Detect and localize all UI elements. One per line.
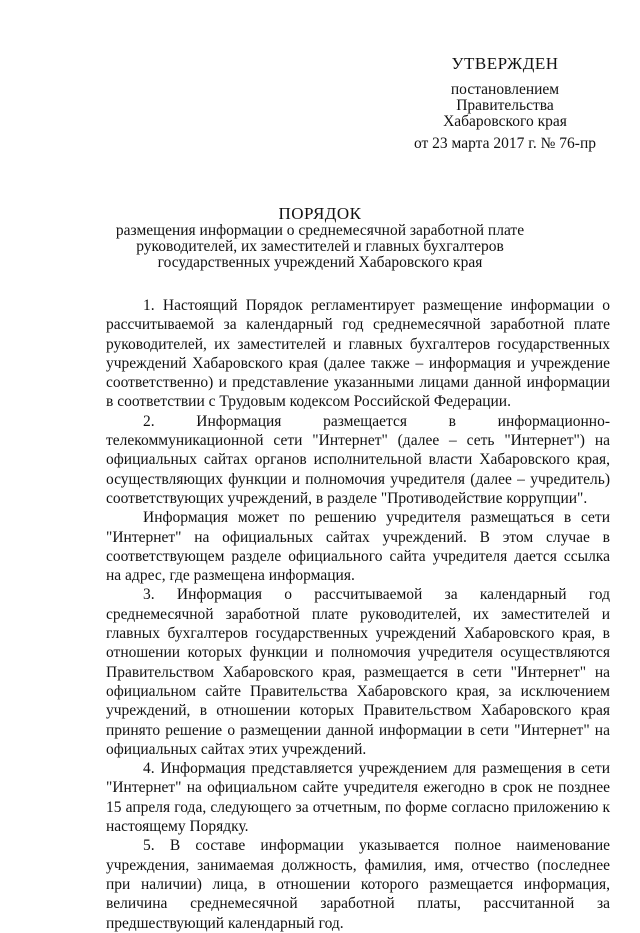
approval-block <box>405 56 605 152</box>
paragraph-5: 5. В составе информации указывается полное наименование учреждения, занимаемая должность, фамилия, имя, отчество (последнее при наличии) лица, в отношении которого размещается информация, величина среднемесячной заработной платы, рассчитанной за предшествующий календарный год. <box>106 837 610 932</box>
document-title: ПОРЯДОК <box>278 204 362 223</box>
paragraph-1: 1. Настоящий Порядок регламентирует размещение информации о рассчитываемой за календарный год среднемесячной заработной плате руководителей, их заместителей и главных бухгалтеров государственных учреждений Хабаровского края (далее также – информация и учреждение соответственно) и представление указанными лицами данной информации в соответствии с Трудовым кодексом Российской Федерации. <box>106 297 610 411</box>
approval-heading: УТВЕРЖДЕН <box>451 54 559 73</box>
approval-line: Хабаровского края <box>443 113 567 130</box>
document-body <box>106 296 610 933</box>
approval-date: от 23 марта 2017 г. № 76-пр <box>413 135 597 152</box>
approval-line: Правительства <box>456 97 554 114</box>
subtitle-line: размещения информации о среднемесячной заработной плате <box>115 222 525 239</box>
subtitle-line: руководителей, их заместителей и главных бухгалтеров <box>136 238 504 255</box>
paragraph-2: 2. Информация размещается в информационно-телекоммуникационной сети "Интернет" (далее – сеть "Интернет") на официальных сайтах органов исполнительной власти Хабаровского края, осуществляющих функции и полномочия учредителя (далее – учредитель) соответствующих учреждений, в разделе "Противодействие коррупции". <box>106 412 610 507</box>
approval-line: постановлением <box>450 81 560 98</box>
document-subtitle <box>0 223 640 271</box>
paragraph-4: 4. Информация представляется учреждением для размещения в сети "Интернет" на официальном сайте учредителя ежегодно в срок не позднее 15 апреля года, следующего за отчетным, по форме согласно приложению к настоящему Порядку. <box>106 760 610 836</box>
paragraph-2-continued: Информация может по решению учредителя размещаться в сети "Интернет" на официальных сайтах учреждений. В этом случае в соответствующем разделе официального сайта учредителя дается ссылка на адрес, где размещена информация. <box>106 509 610 585</box>
subtitle-line: государственных учреждений Хабаровского края <box>157 254 483 271</box>
paragraph-3: 3. Информация о рассчитываемой за календарный год среднемесячной заработной плате руководителей, их заместителей и главных бухгалтеров государственных учреждений Хабаровского края, в отношении которых функции и полномочия учредителя осуществляются Правительством Хабаровского края, размещается в сети "Интернет" на официальном сайте Правительства Хабаровского края, за исключением учреждений, в отношении которых Правительством Хабаровского края принято решение о размещении данной информации в сети "Интернет" на официальных сайтах этих учреждений. <box>106 586 610 758</box>
